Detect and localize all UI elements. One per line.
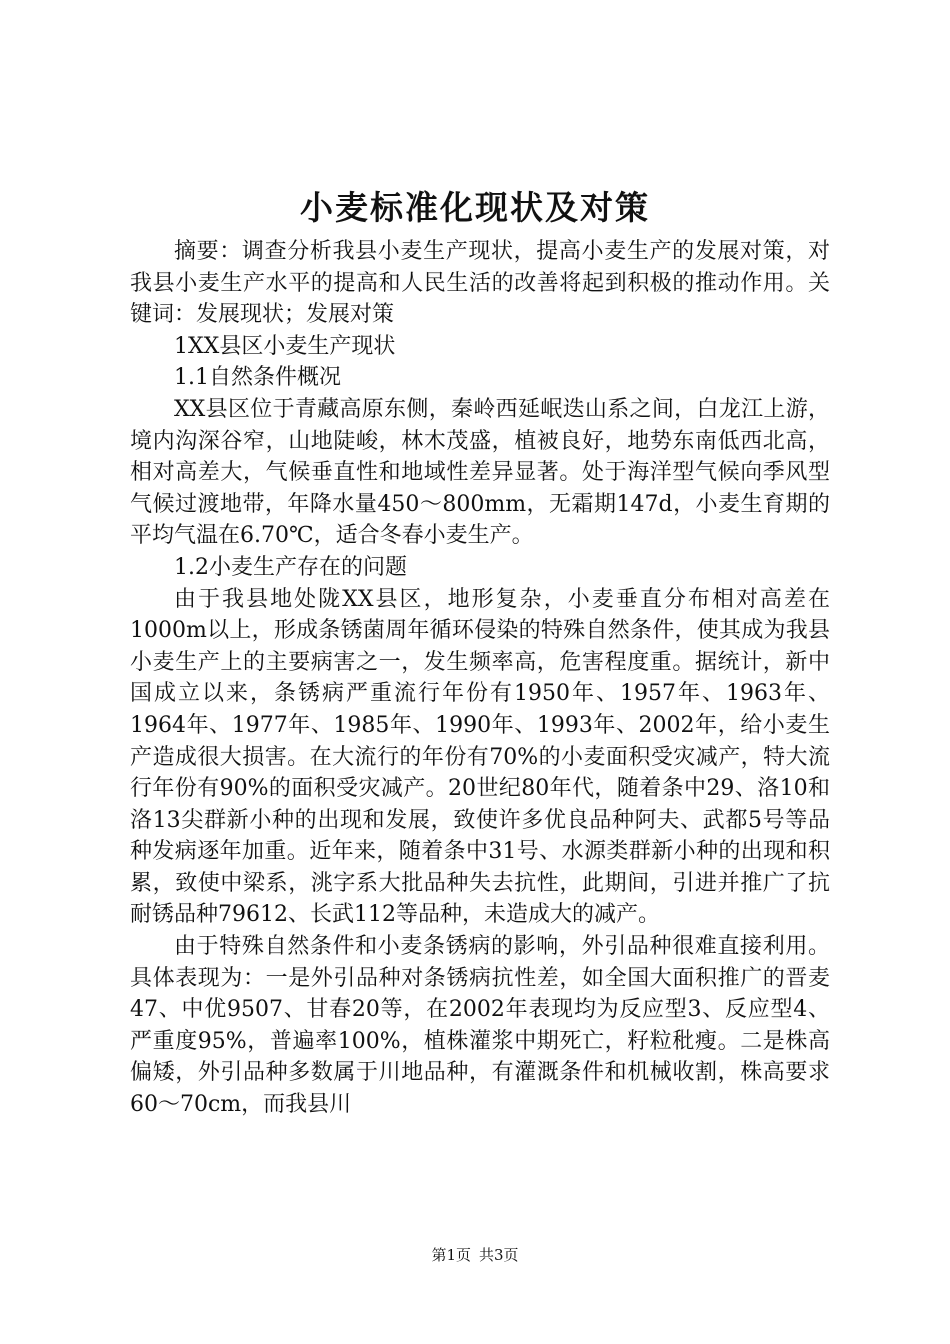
body-paragraph: 由于特殊自然条件和小麦条锈病的影响，外引品种很难直接利用。具体表现为：一是外引品种对条锈病抗性差，如全国大面积推广的晋麦47、中优9507、甘春20等，在2002年表现均为反应型3、反应型4、严重度95%，普遍率100%，植株灌浆中期死亡，籽粒秕瘦。二是株高偏矮，外引品种多数属于川地品种，有灌溉条件和机械收割，株高要求60～70cm，而我县川 [130,934,830,1118]
abstract-paragraph: 摘要：调查分析我县小麦生产现状，提高小麦生产的发展对策，对我县小麦生产水平的提高和人民生活的改善将起到积极的推动作用。关键词：发展现状；发展对策 [130,239,830,328]
body-paragraph: 由于我县地处陇XX县区，地形复杂，小麦垂直分布相对高差在1000m以上，形成条锈菌周年循环侵染的特殊自然条件，使其成为我县小麦生产上的主要病害之一，发生频率高，危害程度重。据统计，新中国成立以来，条锈病严重流行年份有1950年、1957年、1963年、1964年、1977年、1985年、1990年、1993年、2002年，给小麦生产造成很大损害。在大流行的年份有70%的小麦面积受灾减产，特大流行年份有90%的面积受灾减产。20世纪80年代，随着条中29、洛10和洛13尖群新小种的出现和发展，致使许多优良品种阿夫、武都5号等品种发病逐年加重。近年来，随着条中31号、水源类群新小种的出现和积累，致使中梁系，洮字系大批品种失去抗性，此期间，引进并推广了抗耐锈品种79612、长武112等品种，未造成大的减产。 [130,586,830,928]
page-total: 共3页 [479,1246,519,1264]
subsection-heading: 1.1自然条件概况 [174,365,341,391]
section-heading: 1XX县区小麦生产现状 [174,333,396,359]
subsection-heading: 1.2小麦生产存在的问题 [174,554,407,580]
document-title: 小麦标准化现状及对策 [300,188,650,227]
document-body [130,236,830,1121]
page-number: 第1页 [431,1246,471,1264]
page-footer [0,1245,950,1265]
body-paragraph: XX县区位于青藏高原东侧，秦岭西延岷迭山系之间，白龙江上游，境内沟深谷窄，山地陡峻，林木茂盛，植被良好，地势东南低西北高，相对高差大，气候垂直性和地域性差异显著。处于海洋型气候向季风型气候过渡地带，年降水量450～800mm，无霜期147d，小麦生育期的平均气温在6.70℃，适合冬春小麦生产。 [130,396,830,549]
